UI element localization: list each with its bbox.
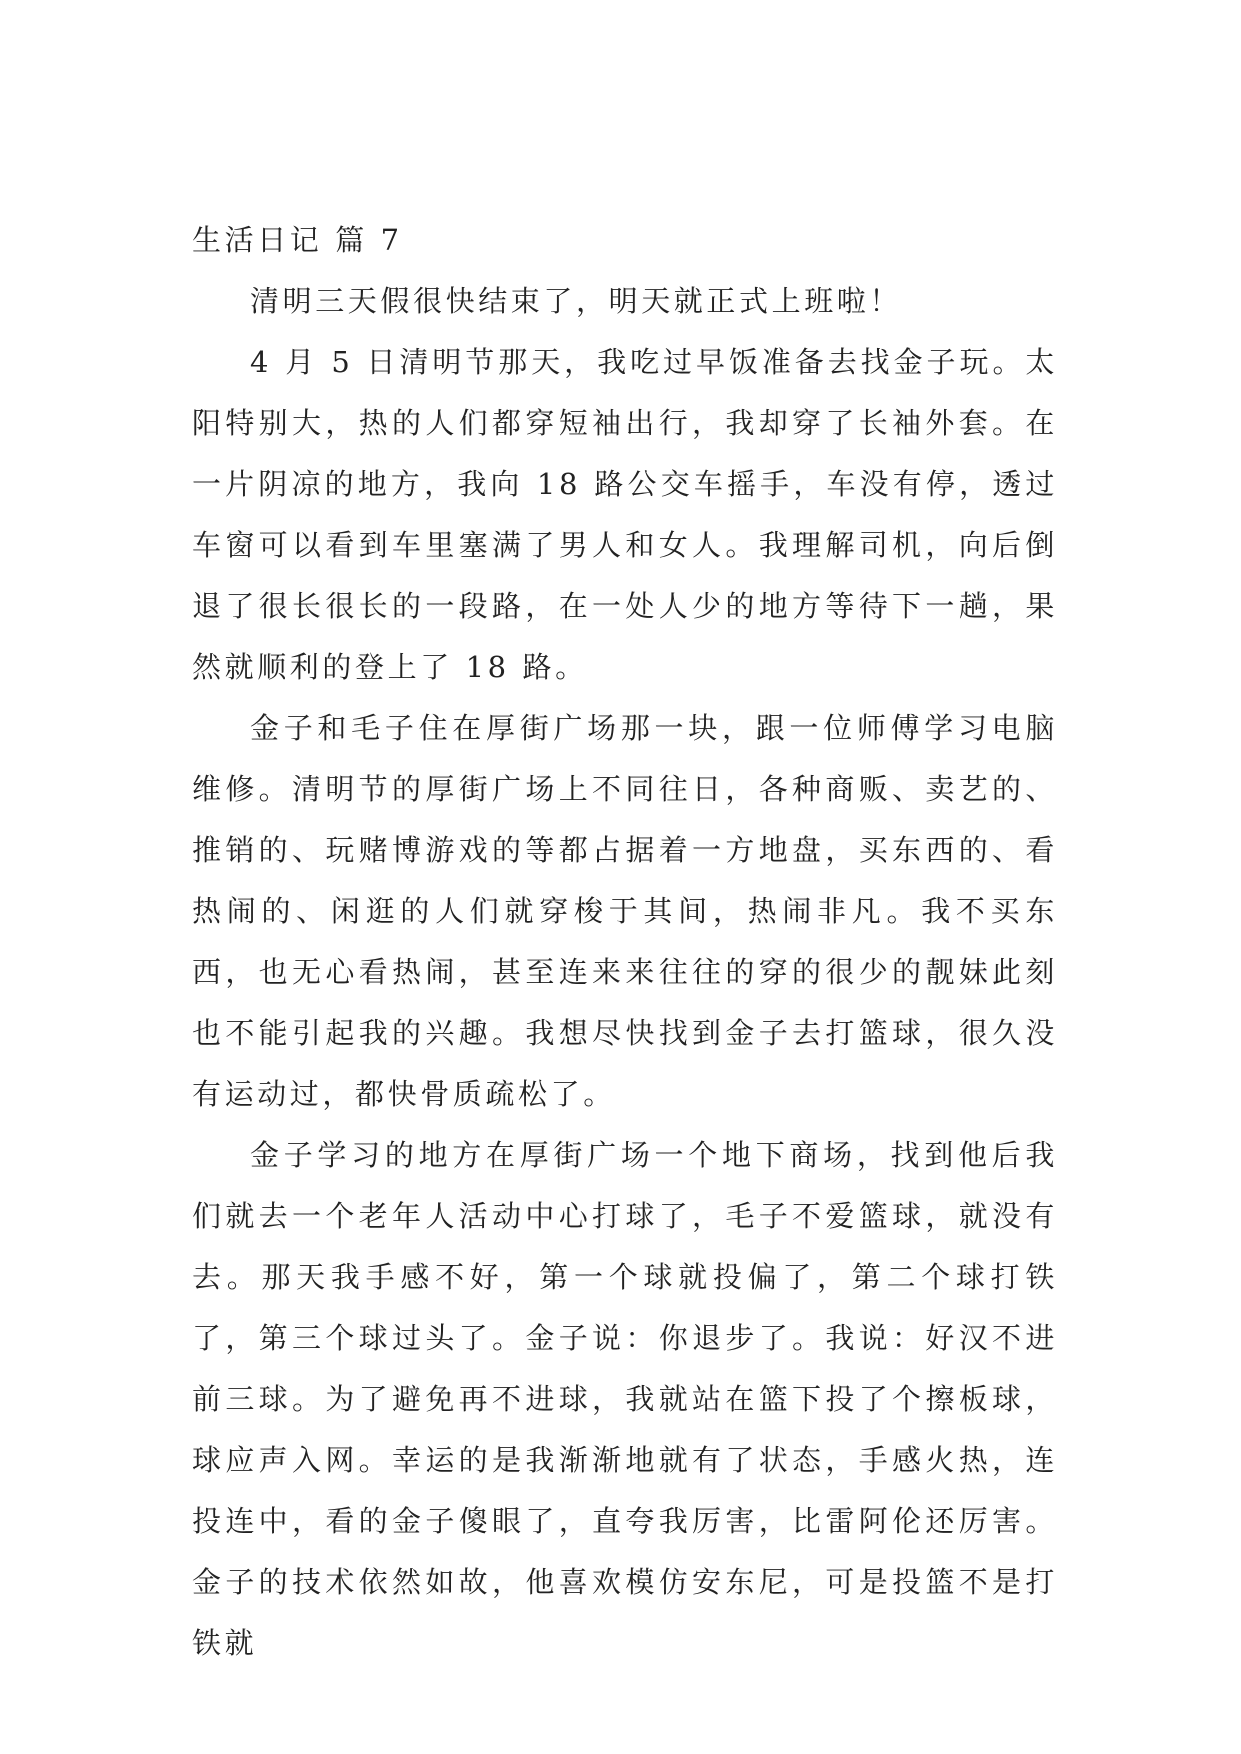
paragraph-2: 4 月 5 日清明节那天，我吃过早饭准备去找金子玩。太阳特别大，热的人们都穿短袖出行，我却穿了长袖外套。在一片阴凉的地方，我向 18 路公交车摇手，车没有停，透过车窗可以看到车里塞满了男人和女人。我理解司机，向后倒退了很长很长的一段路，在一处人少的地方等待下一趟，果然就顺利的登上了 18 路。 [192,345,1058,684]
paragraph-1: 清明三天假很快结束了，明天就正式上班啦！ [250,284,903,318]
document-body [192,210,1058,1674]
document-title: 生活日记 篇 7 [192,223,403,257]
paragraph-4: 金子学习的地方在厚街广场一个地下商场，找到他后我们就去一个老年人活动中心打球了，毛子不爱篮球，就没有去。那天我手感不好，第一个球就投偏了，第二个球打铁了，第三个球过头了。金子说：你退步了。我说：好汉不进前三球。为了避免再不进球，我就站在篮下投了个擦板球，球应声入网。幸运的是我渐渐地就有了状态，手感火热，连投连中，看的金子傻眼了，直夸我厉害，比雷阿伦还厉害。金子的技术依然如故，他喜欢模仿安东尼，可是投篮不是打铁就 [192,1138,1058,1660]
paragraph-3: 金子和毛子住在厚街广场那一块，跟一位师傅学习电脑维修。清明节的厚街广场上不同往日，各种商贩、卖艺的、推销的、玩赌博游戏的等都占据着一方地盘，买东西的、看热闹的、闲逛的人们就穿梭于其间，热闹非凡。我不买东西，也无心看热闹，甚至连来来往往的穿的很少的靓妹此刻也不能引起我的兴趣。我想尽快找到金子去打篮球，很久没有运动过，都快骨质疏松了。 [192,711,1058,1111]
